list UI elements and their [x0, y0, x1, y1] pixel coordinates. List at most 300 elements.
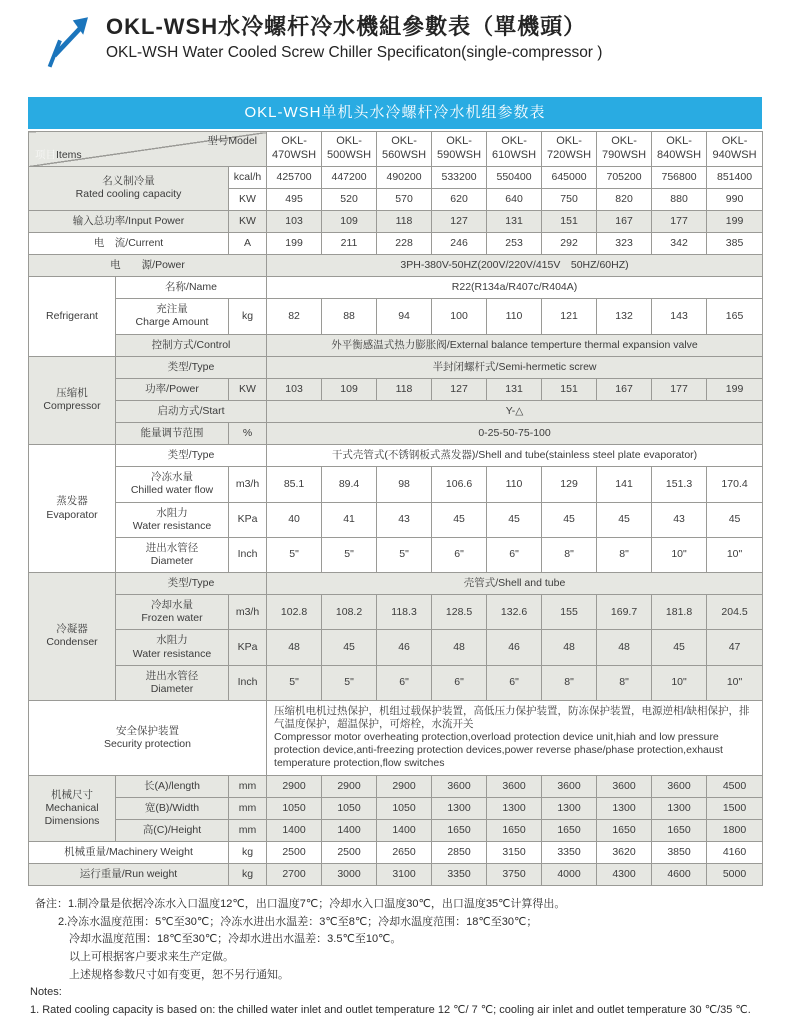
value-cell: 1400: [377, 819, 432, 841]
span-value-cell: [267, 356, 763, 378]
cell-line: 充注量: [156, 303, 188, 316]
value-cell: 43: [652, 502, 707, 537]
model-header-cell: [707, 132, 763, 167]
footnote-line: 以上可根据客户要求来生产定做。: [69, 950, 234, 963]
value-cell: 3600: [432, 775, 487, 797]
table-row: [29, 299, 763, 334]
table-row: [29, 700, 763, 775]
row-label-cell: [29, 864, 229, 886]
row-label-cell: [116, 595, 229, 630]
cell-line: 610WSH: [492, 148, 537, 161]
value-cell: 385: [707, 232, 763, 254]
cell-line: OKL-: [336, 135, 362, 147]
value-cell: 6": [432, 537, 487, 572]
value-cell: 5": [267, 537, 322, 572]
table-row: [29, 356, 763, 378]
page-header: [0, 0, 790, 70]
span-value-cell: [267, 423, 763, 445]
value-cell: 128.5: [432, 595, 487, 630]
value-cell: 292: [542, 232, 597, 254]
footnote-line: 1. Rated cooling capacity is based on: the chilled water inlet and outlet temperature 12 ℃/ 7 ℃; cooling air inlet and outlet temperature 30 ℃/35 ℃.: [30, 1003, 751, 1016]
footnote-line: 备注：1.制冷量是依据冷冻水入口温度12℃，出口温度7℃；冷却水入口温度30℃，出口温度35℃计算得出。: [35, 898, 566, 911]
value-cell: 151.3: [652, 467, 707, 502]
unit-cell: KW: [229, 210, 267, 232]
cell-line: 470WSH: [272, 148, 317, 161]
value-cell: 94: [377, 299, 432, 334]
value-cell: 143: [652, 299, 707, 334]
value-cell: 102.8: [267, 595, 322, 630]
cell-line: 560WSH: [382, 148, 427, 161]
value-cell: 2900: [322, 775, 377, 797]
row-label-cell: [116, 630, 229, 665]
unit-cell: KPa: [229, 502, 267, 537]
cell-line: 运行重量/Run weight: [79, 868, 178, 880]
table-row: [29, 210, 763, 232]
value-cell: 645000: [542, 166, 597, 188]
cell-line: 类型/Type: [167, 449, 215, 462]
row-label-cell: [116, 445, 267, 467]
value-cell: 48: [542, 630, 597, 665]
value-cell: 3850: [652, 841, 707, 863]
value-cell: 8": [597, 537, 652, 572]
value-cell: 132.6: [487, 595, 542, 630]
table-row: [29, 467, 763, 502]
row-label-cell: [116, 573, 267, 595]
cell-line: 名称/Name: [165, 281, 217, 294]
span-value-cell: [267, 445, 763, 467]
cell-line: 进出水管径: [145, 541, 199, 554]
table-row: [29, 277, 763, 299]
cell-line: Evaporator: [46, 508, 98, 521]
cell-line: Y-△: [505, 404, 524, 417]
unit-cell: KW: [229, 188, 267, 210]
cell-line: OKL-: [446, 135, 472, 147]
value-cell: 5": [322, 537, 377, 572]
value-cell: 4500: [707, 775, 763, 797]
row-label-cell: [116, 299, 229, 334]
row-group-cell: [29, 573, 116, 701]
row-label-cell: [29, 255, 267, 277]
cell-line: OKL-: [611, 135, 637, 147]
cell-line: Diameter: [150, 682, 194, 695]
cell-line: 壳管式/Shell and tube: [463, 577, 566, 589]
value-cell: 199: [707, 378, 763, 400]
span-value-cell: [267, 277, 763, 299]
cell-line: 水阻力: [156, 506, 188, 519]
value-cell: 131: [487, 378, 542, 400]
model-header-cell: [652, 132, 707, 167]
footnotes: [30, 896, 762, 1019]
value-cell: 1300: [652, 797, 707, 819]
value-cell: 151: [542, 210, 597, 232]
table-row: [29, 445, 763, 467]
table-row: [29, 665, 763, 700]
value-cell: 228: [377, 232, 432, 254]
model-header-cell: [542, 132, 597, 167]
brand-arrow-icon: [44, 14, 92, 70]
value-cell: 121: [542, 299, 597, 334]
cell-line: 蒸发器: [56, 495, 88, 508]
value-cell: 5": [377, 537, 432, 572]
row-label-cell: [116, 423, 229, 445]
value-cell: 48: [597, 630, 652, 665]
value-cell: 495: [267, 188, 322, 210]
cell-line: OKL-: [721, 135, 748, 147]
value-cell: 110: [487, 467, 542, 502]
footnote-line: 上述规格参数尺寸如有变更，恕不另行通知。: [69, 968, 289, 981]
value-cell: 253: [487, 232, 542, 254]
row-label-cell: [116, 797, 229, 819]
value-cell: 447200: [322, 166, 377, 188]
table-row: [29, 819, 763, 841]
items-label-zh: 项目: [35, 149, 56, 162]
value-cell: 1050: [322, 797, 377, 819]
cell-line: 压缩机: [56, 387, 88, 400]
span-value-cell: [267, 400, 763, 422]
value-cell: 342: [652, 232, 707, 254]
value-cell: 177: [652, 378, 707, 400]
value-cell: 1400: [322, 819, 377, 841]
cell-line: Security protection: [104, 737, 191, 750]
unit-cell: %: [229, 423, 267, 445]
value-cell: 118: [377, 210, 432, 232]
value-cell: 4600: [652, 864, 707, 886]
table-row: [29, 797, 763, 819]
value-cell: 211: [322, 232, 377, 254]
value-cell: 2900: [267, 775, 322, 797]
value-cell: 110: [487, 299, 542, 334]
value-cell: 40: [267, 502, 322, 537]
value-cell: 45: [542, 502, 597, 537]
value-cell: 1400: [267, 819, 322, 841]
title-block: [106, 10, 602, 62]
cell-line: Rated cooling capacity: [75, 188, 182, 201]
unit-cell: A: [229, 232, 267, 254]
cell-line: OKL-: [556, 135, 582, 147]
cell-line: 冷凝器: [56, 623, 88, 636]
cell-line: 类型/Type: [167, 577, 215, 589]
row-group-cell: [29, 356, 116, 445]
cell-line: 机械重量/Machinery Weight: [64, 845, 193, 858]
model-label: 型号Model: [207, 135, 258, 147]
cell-line: Chilled water flow: [130, 484, 214, 497]
cell-line: Frozen water: [141, 612, 203, 625]
value-cell: 880: [652, 188, 707, 210]
value-cell: 490200: [377, 166, 432, 188]
cell-line: 790WSH: [602, 148, 647, 161]
value-cell: 8": [542, 537, 597, 572]
cell-line: 高(C)/Height: [142, 823, 202, 836]
row-label-cell: [29, 210, 229, 232]
value-cell: 132: [597, 299, 652, 334]
value-cell: 103: [267, 210, 322, 232]
unit-cell: mm: [229, 819, 267, 841]
value-cell: 48: [267, 630, 322, 665]
cell-line: OKL-: [281, 135, 307, 147]
cell-line: Charge Amount: [135, 316, 209, 329]
spec-table: [28, 131, 763, 886]
value-cell: 151: [542, 378, 597, 400]
table-row: [29, 334, 763, 356]
value-cell: 570: [377, 188, 432, 210]
value-cell: 2850: [432, 841, 487, 863]
table-row: [29, 166, 763, 188]
value-cell: 851400: [707, 166, 763, 188]
row-group-cell: [29, 277, 116, 357]
page-title-zh: OKL-WSH水冷螺杆冷水機組參數表（單機頭）: [106, 14, 587, 39]
value-cell: 3600: [542, 775, 597, 797]
value-cell: 177: [652, 210, 707, 232]
cell-line: 干式壳管式(不锈钢板式蒸发器)/Shell and tube(stainless steel plate evaporator): [331, 449, 698, 462]
value-cell: 2700: [267, 864, 322, 886]
value-cell: 750: [542, 188, 597, 210]
value-cell: 1650: [597, 819, 652, 841]
row-label-cell: [116, 334, 267, 356]
unit-cell: kg: [229, 864, 267, 886]
value-cell: 103: [267, 378, 322, 400]
cell-line: 电 流/Current: [93, 236, 164, 249]
value-cell: 167: [597, 378, 652, 400]
cell-line: 水阻力: [156, 634, 188, 647]
value-cell: 45: [487, 502, 542, 537]
cell-line: OKL-: [391, 135, 417, 147]
value-cell: 4000: [542, 864, 597, 886]
footnote-line: 冷却水温度范围：18℃至30℃；冷却水进出水温差：3.5℃至10℃。: [69, 933, 402, 946]
row-label-cell: [116, 665, 229, 700]
table-row: [29, 864, 763, 886]
value-cell: 3600: [597, 775, 652, 797]
cell-line: 半封闭螺杆式/Semi-hermetic screw: [432, 360, 597, 373]
cell-line: Mechanical: [45, 801, 99, 814]
value-cell: 520: [322, 188, 377, 210]
unit-cell: mm: [229, 797, 267, 819]
value-cell: 5": [267, 665, 322, 700]
value-cell: 1650: [487, 819, 542, 841]
unit-cell: m3/h: [229, 467, 267, 502]
cell-line: Water resistance: [132, 647, 212, 660]
value-cell: 129: [542, 467, 597, 502]
table-row: [29, 595, 763, 630]
value-cell: 3100: [377, 864, 432, 886]
table-row: [29, 423, 763, 445]
items-label: [35, 149, 82, 162]
model-header-cell: [267, 132, 322, 167]
table-row: [29, 255, 763, 277]
value-cell: 199: [707, 210, 763, 232]
model-header-cell: [487, 132, 542, 167]
row-label-cell: [116, 356, 267, 378]
value-cell: 141: [597, 467, 652, 502]
value-cell: 45: [707, 502, 763, 537]
value-cell: 3150: [487, 841, 542, 863]
table-row: [29, 400, 763, 422]
table-row: [29, 630, 763, 665]
value-cell: 8": [542, 665, 597, 700]
footnote-line: 2.冷冻水温度范围：5℃至30℃；冷冻水进出水温差：3℃至8℃；冷却水温度范围：18℃至30℃；: [58, 915, 538, 928]
value-cell: 1050: [267, 797, 322, 819]
row-label-cell: [116, 467, 229, 502]
table-row: [29, 537, 763, 572]
row-label-cell: [29, 166, 229, 210]
row-label-cell: [29, 841, 229, 863]
span-value-cell: [267, 255, 763, 277]
model-header-cell: [322, 132, 377, 167]
value-cell: 4300: [597, 864, 652, 886]
value-cell: 45: [322, 630, 377, 665]
value-cell: 1300: [432, 797, 487, 819]
cell-line: Water resistance: [132, 519, 212, 532]
value-cell: 820: [597, 188, 652, 210]
span-value-cell: [267, 334, 763, 356]
table-banner-title: OKL-WSH单机头水冷螺杆冷水机组参数表: [28, 97, 762, 129]
cell-line: 名义制冷量: [102, 175, 155, 187]
span-value-cell: [267, 573, 763, 595]
value-cell: 1300: [487, 797, 542, 819]
value-cell: 108.2: [322, 595, 377, 630]
value-cell: 6": [487, 537, 542, 572]
row-group-cell: [29, 775, 116, 841]
cell-line: 压缩机电机过热保护，机组过载保护装置，高低压力保护装置，防冻保护装置，电源逆相/缺相保护，排气温度保护，超温保护，可熔栓，水流开关: [274, 704, 750, 730]
table-row: [29, 232, 763, 254]
value-cell: 2500: [322, 841, 377, 863]
cell-line: Compressor: [43, 400, 101, 413]
cell-line: 0-25-50-75-100: [478, 427, 551, 439]
unit-cell: kg: [229, 299, 267, 334]
value-cell: 10": [707, 537, 763, 572]
cell-line: Condenser: [46, 636, 98, 649]
value-cell: 3600: [487, 775, 542, 797]
value-cell: 1800: [707, 819, 763, 841]
value-cell: 550400: [487, 166, 542, 188]
model-header-cell: [432, 132, 487, 167]
cell-line: R22(R134a/R407c/R404A): [451, 281, 578, 294]
cell-line: OKL-: [666, 135, 692, 147]
table-row: [29, 775, 763, 797]
unit-cell: kg: [229, 841, 267, 863]
cell-line: Dimensions: [44, 814, 100, 827]
value-cell: 45: [432, 502, 487, 537]
cell-line: Diameter: [150, 554, 194, 567]
value-cell: 106.6: [432, 467, 487, 502]
unit-cell: m3/h: [229, 595, 267, 630]
value-cell: 1050: [377, 797, 432, 819]
unit-cell: KPa: [229, 630, 267, 665]
unit-cell: KW: [229, 378, 267, 400]
value-cell: 41: [322, 502, 377, 537]
value-cell: 246: [432, 232, 487, 254]
row-label-cell: [29, 700, 267, 775]
cell-line: Compressor motor overheating protection,overload protection device unit,hiah and low pressure protection device,anti-freezing protection devices,power reverse phase/phase protection,exhaust temperature protection,flow switches: [274, 731, 723, 770]
cell-line: 输入总功率/Input Power: [72, 214, 185, 227]
value-cell: 170.4: [707, 467, 763, 502]
value-cell: 3000: [322, 864, 377, 886]
table-row: [29, 502, 763, 537]
unit-cell: kcal/h: [229, 166, 267, 188]
value-cell: 118.3: [377, 595, 432, 630]
value-cell: 131: [487, 210, 542, 232]
table-row: [29, 378, 763, 400]
value-cell: 89.4: [322, 467, 377, 502]
unit-cell: mm: [229, 775, 267, 797]
cell-line: 长(A)/length: [143, 779, 201, 792]
value-cell: 990: [707, 188, 763, 210]
cell-line: 720WSH: [547, 148, 592, 161]
value-cell: 1300: [597, 797, 652, 819]
cell-line: 940WSH: [712, 148, 757, 161]
value-cell: 199: [267, 232, 322, 254]
value-cell: 1500: [707, 797, 763, 819]
row-label-cell: [116, 775, 229, 797]
row-label-cell: [116, 277, 267, 299]
value-cell: 48: [432, 630, 487, 665]
value-cell: 127: [432, 378, 487, 400]
row-label-cell: [116, 502, 229, 537]
value-cell: 45: [597, 502, 652, 537]
table-row: [29, 573, 763, 595]
cell-line: 控制方式/Control: [151, 338, 231, 351]
value-cell: 100: [432, 299, 487, 334]
model-header-cell: [377, 132, 432, 167]
cell-line: 安全保护装置: [116, 724, 180, 737]
value-cell: 6": [432, 665, 487, 700]
value-cell: 425700: [267, 166, 322, 188]
value-cell: 620: [432, 188, 487, 210]
value-cell: 165: [707, 299, 763, 334]
span-value-cell: [267, 700, 763, 775]
cell-line: 冷冻水量: [151, 471, 193, 484]
value-cell: 82: [267, 299, 322, 334]
value-cell: 181.8: [652, 595, 707, 630]
value-cell: 323: [597, 232, 652, 254]
row-label-cell: [116, 378, 229, 400]
value-cell: 6": [377, 665, 432, 700]
cell-line: 590WSH: [437, 148, 482, 161]
cell-line: 500WSH: [327, 148, 372, 161]
value-cell: 3350: [432, 864, 487, 886]
footnote-line: Notes:: [30, 986, 62, 999]
value-cell: 2900: [377, 775, 432, 797]
value-cell: 10": [652, 537, 707, 572]
cell-line: 启动方式/Start: [157, 404, 225, 417]
row-label-cell: [116, 819, 229, 841]
items-label-en: Items: [56, 149, 82, 162]
value-cell: 109: [322, 210, 377, 232]
value-cell: 3350: [542, 841, 597, 863]
value-cell: 118: [377, 378, 432, 400]
value-cell: 98: [377, 467, 432, 502]
cell-line: 冷却水量: [151, 599, 193, 612]
cell-line: 外平衡感温式热力膨胀阀/External balance temperture thermal expansion valve: [331, 338, 698, 351]
cell-line: 能量调节范围: [140, 427, 204, 439]
value-cell: 10": [707, 665, 763, 700]
items-model-corner-cell: [29, 132, 267, 167]
value-cell: 3750: [487, 864, 542, 886]
value-cell: 109: [322, 378, 377, 400]
cell-line: 3PH-380V-50HZ(200V/220V/415V 50HZ/60HZ): [400, 259, 629, 271]
model-header-cell: [597, 132, 652, 167]
value-cell: 43: [377, 502, 432, 537]
row-label-cell: [29, 232, 229, 254]
row-label-cell: [116, 400, 267, 422]
cell-line: 功率/Power: [145, 382, 199, 395]
value-cell: 8": [597, 665, 652, 700]
value-cell: 1300: [542, 797, 597, 819]
value-cell: 1650: [432, 819, 487, 841]
value-cell: 5000: [707, 864, 763, 886]
value-cell: 127: [432, 210, 487, 232]
page-title-en: OKL-WSH Water Cooled Screw Chiller Specificaton(single-compressor ): [106, 44, 603, 61]
value-cell: 10": [652, 665, 707, 700]
